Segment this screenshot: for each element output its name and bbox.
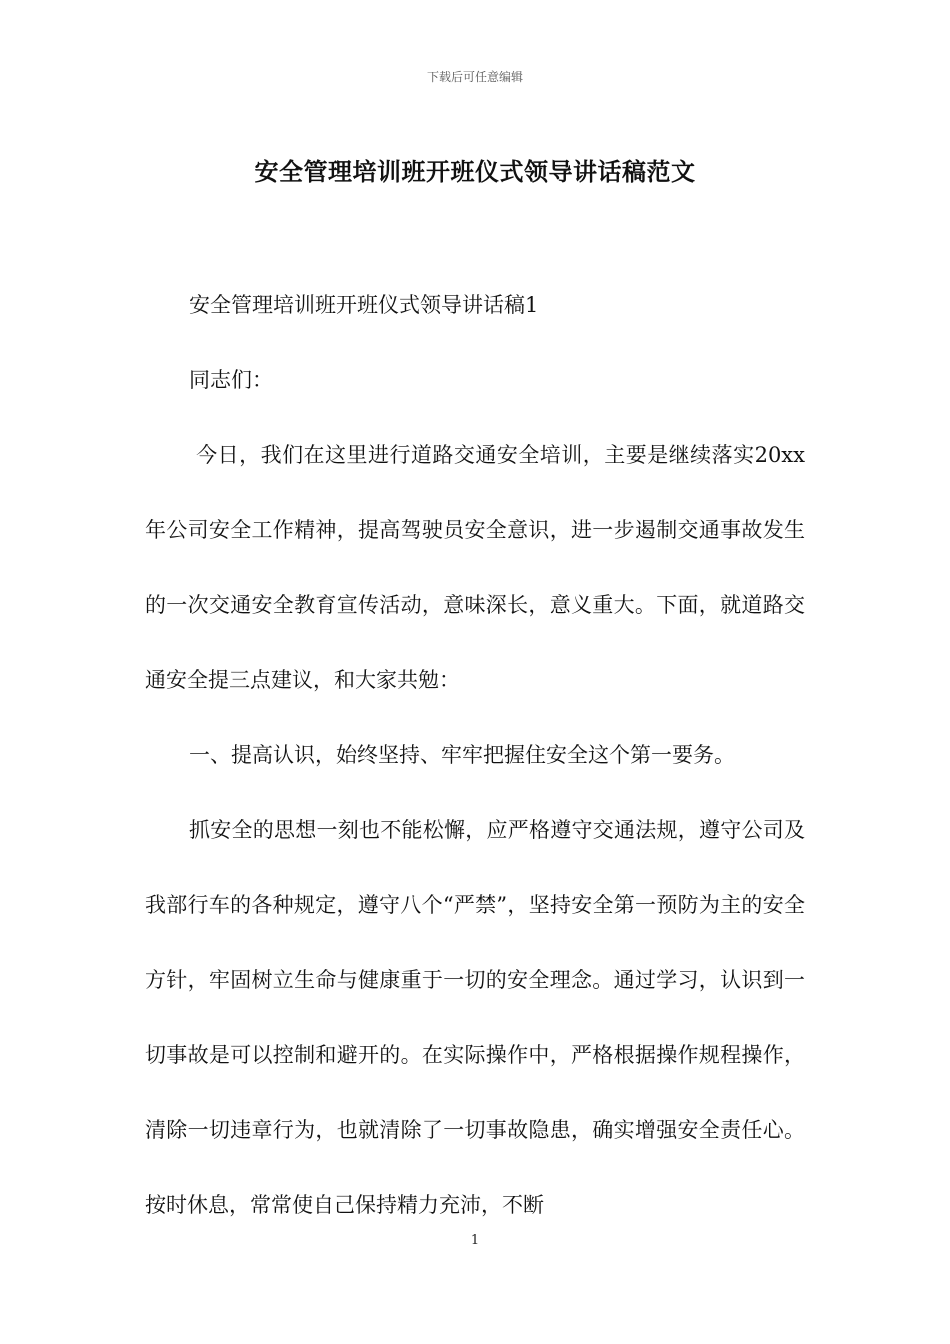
document-title: 安全管理培训班开班仪式领导讲话稿范文 bbox=[254, 157, 696, 186]
document-body bbox=[145, 268, 805, 1243]
paragraph-salutation: 同志们： bbox=[189, 368, 273, 392]
page-number: 1 bbox=[470, 1233, 480, 1248]
paragraph-section-one-body: 抓安全的思想一刻也不能松懈，应严格遵守交通法规，遵守公司及我部行车的各种规定，遵守八个“严禁”，坚持安全第一预防为主的安全方针，牢固树立生命与健康重于一切的安全理念。通过学习，认识到一切事故是可以控制和避开的。在实际操作中，严格根据操作规程操作，清除一切违章行为，也就清除了一切事故隐患，确实增强安全责任心。按时休息，常常使自己保持精力充沛，不断 bbox=[145, 818, 805, 1217]
paragraph-section-one-heading: 一、提高认识，始终坚持、牢牢把握住安全这个第一要务。 bbox=[189, 743, 735, 767]
paragraph-subtitle: 安全管理培训班开班仪式领导讲话稿1 bbox=[189, 293, 539, 317]
paragraph-intro: 今日，我们在这里进行道路交通安全培训，主要是继续落实20xx年公司安全工作精神，提高驾驶员安全意识，进一步遏制交通事故发生的一次交通安全教育宣传活动，意味深长，意义重大。下面，就道路交通安全提三点建议，和大家共勉： bbox=[145, 443, 805, 692]
header-note: 下载后可任意编辑 bbox=[426, 70, 523, 84]
